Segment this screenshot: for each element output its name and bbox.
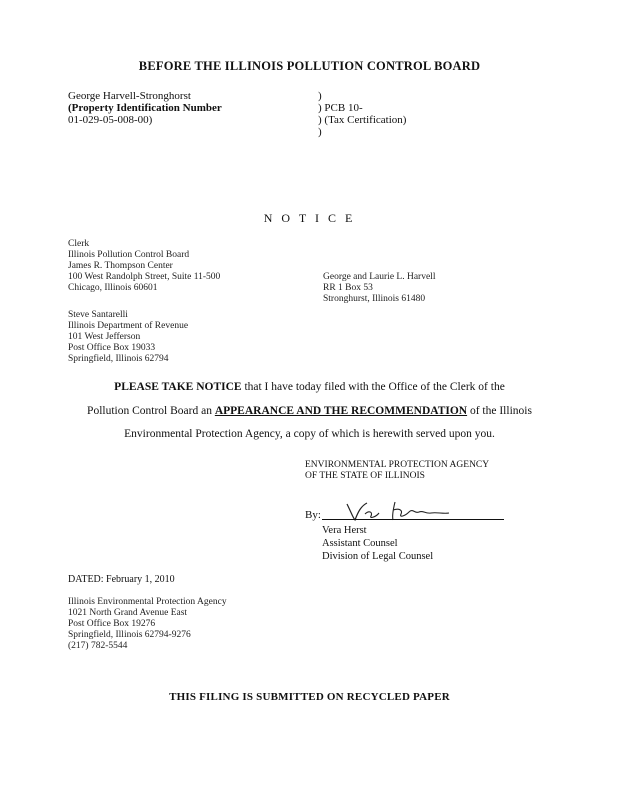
case-number-block bbox=[318, 90, 406, 138]
case-type: ) (Tax Certification) bbox=[318, 114, 407, 126]
caption-paren: ) bbox=[318, 90, 322, 102]
agency-block bbox=[305, 460, 489, 482]
petitioner-name: George Harvell-Stronghorst bbox=[68, 90, 191, 102]
recipient-line: Stronghurst, Illinois 61480 bbox=[323, 294, 426, 304]
phone-number: (217) 782-5544 bbox=[68, 641, 128, 651]
attorney-division: Division of Legal Counsel bbox=[322, 551, 434, 562]
recipient-line: George and Laurie L. Harvell bbox=[323, 272, 436, 282]
address-line: 1021 North Grand Avenue East bbox=[68, 608, 188, 618]
agency-state: OF THE STATE OF ILLINOIS bbox=[305, 471, 425, 481]
agency-name: ENVIRONMENTAL PROTECTION AGENCY bbox=[305, 460, 490, 470]
address-line: Post Office Box 19276 bbox=[68, 619, 156, 629]
recipient-line: Clerk bbox=[68, 239, 90, 249]
filing-title: APPEARANCE AND THE RECOMMENDATION bbox=[214, 405, 468, 417]
recipient-revenue bbox=[68, 310, 188, 365]
address-line: Springfield, Illinois 62794-9276 bbox=[68, 630, 191, 640]
recipient-line: James R. Thompson Center bbox=[68, 261, 173, 271]
recipient-line: Illinois Pollution Control Board bbox=[68, 250, 190, 260]
recipient-line: 100 West Randolph Street, Suite 11-500 bbox=[68, 272, 221, 282]
recipient-line: Illinois Department of Revenue bbox=[68, 321, 189, 331]
notice-lead: PLEASE TAKE NOTICE bbox=[114, 381, 242, 393]
recipient-line: Springfield, Illinois 62794 bbox=[68, 354, 169, 364]
property-id-label: (Property Identification Number bbox=[68, 102, 222, 114]
body-line-1 bbox=[0, 381, 619, 393]
recipient-line: 101 West Jefferson bbox=[68, 332, 141, 342]
notice-heading: N O T I C E bbox=[263, 211, 356, 225]
body-line-2 bbox=[0, 405, 619, 417]
recipient-line: Chicago, Illinois 60601 bbox=[68, 283, 158, 293]
case-number: ) PCB 10- bbox=[318, 102, 363, 114]
case-caption bbox=[68, 90, 222, 126]
recycled-paper-footer: THIS FILING IS SUBMITTED ON RECYCLED PAPER bbox=[169, 691, 450, 703]
address-line: Illinois Environmental Protection Agency bbox=[68, 597, 227, 607]
body-text: that I have today filed with the Office of the Clerk of the bbox=[241, 381, 505, 393]
signature-line bbox=[322, 519, 504, 520]
recipient-clerk bbox=[68, 239, 220, 294]
handwritten-signature bbox=[343, 498, 453, 524]
body-text: Pollution Control Board an bbox=[87, 405, 215, 417]
agency-address bbox=[68, 597, 227, 652]
body-line-3: Environmental Protection Agency, a copy of which is herewith served upon you. bbox=[124, 428, 495, 440]
attorney-block bbox=[322, 524, 433, 563]
property-id-number: 01-029-05-008-00) bbox=[68, 114, 153, 126]
body-text: of the Illinois bbox=[467, 405, 532, 417]
recipient-line: RR 1 Box 53 bbox=[323, 283, 373, 293]
recipient-petitioner bbox=[323, 272, 435, 305]
recipient-line: Post Office Box 19033 bbox=[68, 343, 156, 353]
caption-paren: ) bbox=[318, 126, 322, 138]
attorney-name: Vera Herst bbox=[322, 525, 367, 536]
recipient-line: Steve Santarelli bbox=[68, 310, 128, 320]
document-title: BEFORE THE ILLINOIS POLLUTION CONTROL BOARD bbox=[138, 59, 481, 73]
attorney-title: Assistant Counsel bbox=[322, 538, 398, 549]
by-label: By: bbox=[305, 509, 321, 521]
dated-line: DATED: February 1, 2010 bbox=[68, 574, 175, 585]
